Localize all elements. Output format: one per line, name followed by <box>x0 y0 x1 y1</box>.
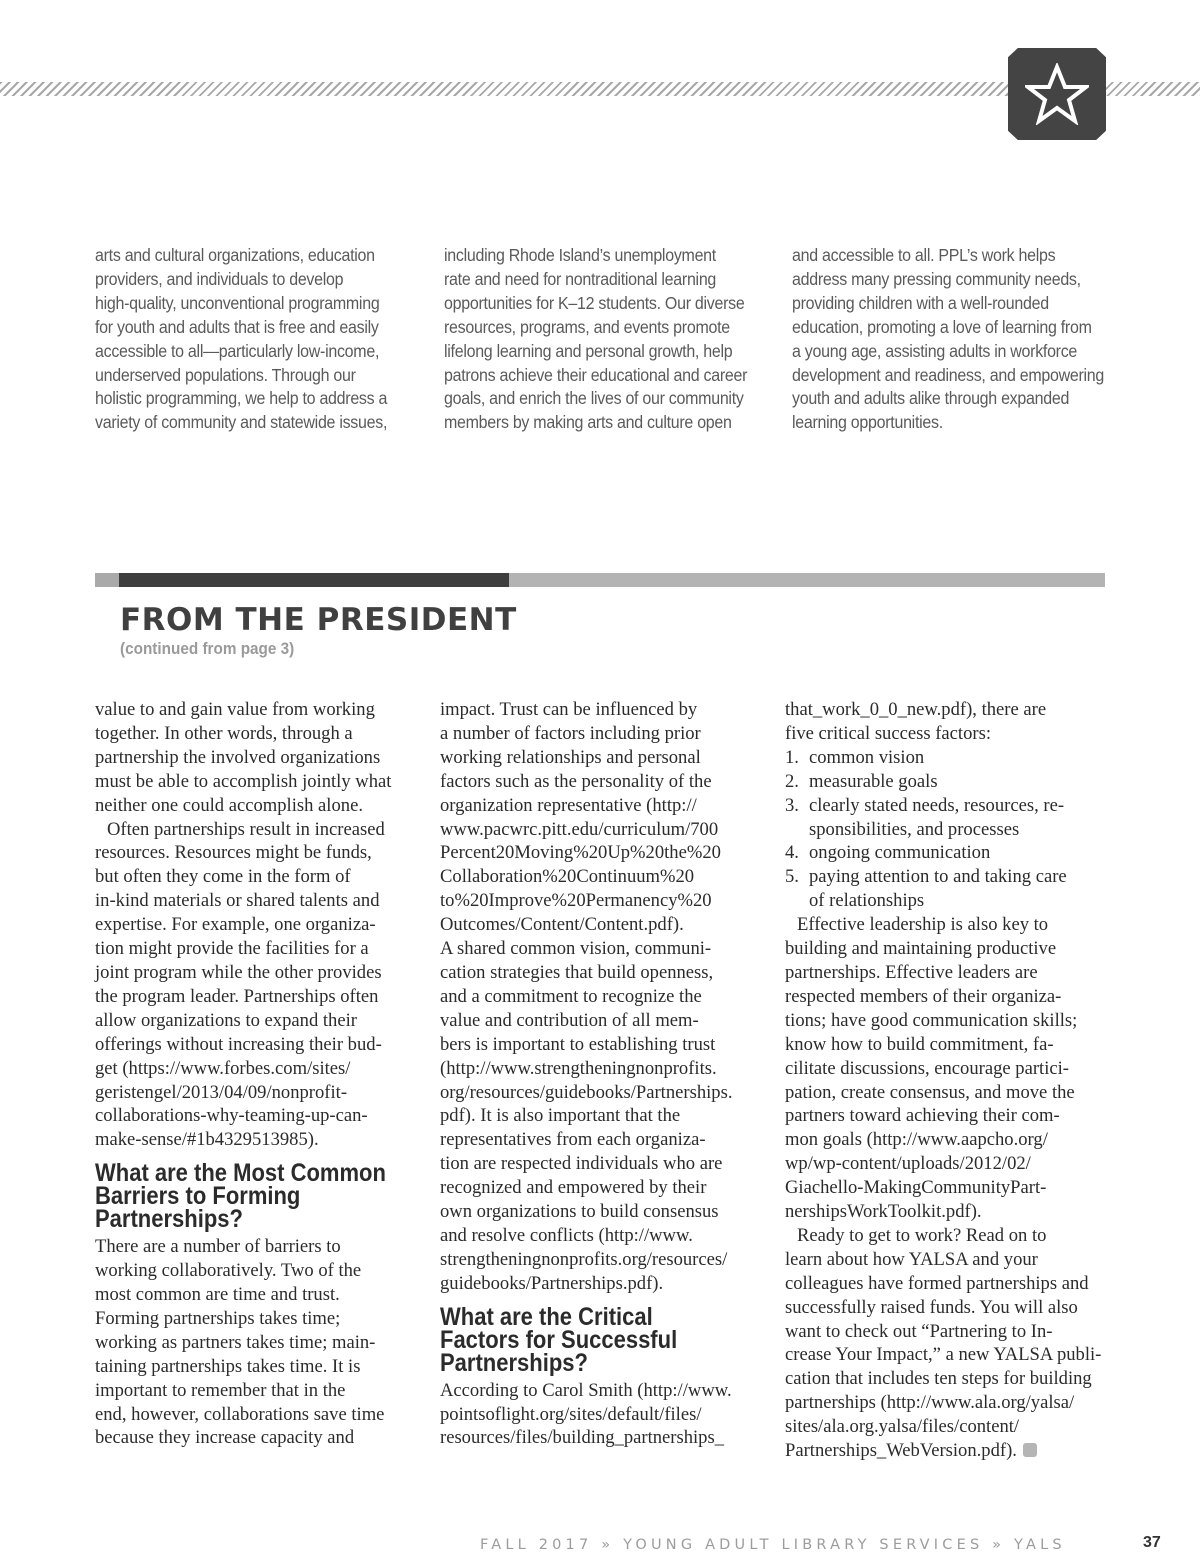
paragraph: There are a number of barriers to working collaboratively. Two of the most common are time and trust. Forming partnerships takes time; working as partners takes time; main- taining partnerships takes time. It is important to remember that in the end, however, collaborations save time because they increase capacity and <box>95 1236 385 1449</box>
list-text: common vision <box>809 746 925 768</box>
article-column-1 <box>95 698 425 1463</box>
top-column-3: and accessible to all. PPL’s work helps address many pressing community needs, providing children with a well-rounded education, promoting a love of learning from a young age, assisting adults in workforce development and readiness, and empowering youth and adults alike through expanded learning opportunities. <box>792 245 1105 433</box>
list-text: ongoing communication <box>809 842 991 864</box>
end-of-article-mark <box>1023 1443 1037 1457</box>
star-icon <box>1025 63 1089 125</box>
list-item <box>785 841 1115 865</box>
article-column-3 <box>785 698 1115 1463</box>
article-column-2 <box>440 698 770 1463</box>
top-column-2: including Rhode Island’s unemployment rate and need for nontraditional learning opportunities for K–12 students. Our diverse resources, programs, and events promote lifelong learning and personal growth, help patrons achieve their educational and career goals, and enrich the lives of our community members by making arts and culture open <box>443 245 747 433</box>
list-text: clearly stated needs, resources, re- sponsibilities, and processes <box>809 794 1065 840</box>
list-item <box>785 770 1115 794</box>
paragraph: impact. Trust can be influenced by a number of factors including prior working relationships and personal factors such as the personality of the organization representative (http:// www.pacwrc.pitt.edu/curriculum/700 Percent20Moving%20Up%20the%20 Collaboration%20Continuum%20 to%20Improve%20Permanency%20 Outcomes/Content/Content.pdf). A shared common vision, communi- cation strategies that build openness, and a commitment to recognize the value and contribution of all mem- bers is important to establishing trust (http://www.strengtheningnonprofits. org/resources/guidebooks/Partnerships. pdf). It is also important that the representatives from each organiza- tion are respected individuals who are recognized and empowered by their own organizations to build consensus and resolve conflicts (http://www. strengtheningnonprofits.org/resources/ guidebooks/Partnerships.pdf). <box>440 699 733 1294</box>
subheading-barriers: What are the Most Common Barriers to Forming Partnerships? <box>95 1159 386 1234</box>
success-factors-list <box>785 746 1115 913</box>
subheading-critical-factors: What are the Critical Factors for Successful Partnerships? <box>440 1302 678 1377</box>
paragraph: According to Carol Smith (http://www. pointsoflight.org/sites/default/files/ resources/files/building_partnerships_ <box>440 1379 732 1449</box>
list-number: 5. <box>785 866 799 888</box>
paragraph: Often partnerships result in increased resources. Resources might be funds, but often they come in the form of in-kind materials or shared talents and expertise. For example, one organiza- tion might provide the facilities for a joint program while the other provides the program leader. Partnerships often allow organizations to expand their offerings without increasing their bud- get (https://www.forbes.com/sites/ geristengel/2013/04/09/nonprofit- collaborations-why-teaming-up-can- make-sense/#1b4329513985). <box>95 818 385 1151</box>
section-subtitle: (continued from page 3) <box>120 639 295 658</box>
list-number: 2. <box>785 770 799 792</box>
section-rule <box>95 573 1105 587</box>
star-badge <box>1008 48 1106 140</box>
list-number: 3. <box>785 794 799 816</box>
list-item <box>785 794 1115 842</box>
top-text-columns <box>95 244 1110 435</box>
list-number: 1. <box>785 746 799 768</box>
list-text: measurable goals <box>809 770 938 792</box>
list-item <box>785 746 1115 770</box>
section-title: FROM THE PRESIDENT <box>120 602 517 638</box>
list-text: paying attention to and taking care of relationships <box>809 866 1067 912</box>
list-item <box>785 865 1115 913</box>
top-column-1: arts and cultural organizations, education providers, and individuals to develop high-quality, unconventional programming for youth and adults that is free and easily accessible to all—particularly low-income, underserved populations. Through our holistic programming, we help to address a variety of community and statewide issues, <box>95 245 388 433</box>
footer-running-title: FALL 2017 » YOUNG ADULT LIBRARY SERVICES » YALS <box>480 1537 1066 1553</box>
page-number: 37 <box>1143 1534 1161 1551</box>
paragraph-final: Ready to get to work? Read on to learn about how YALSA and your colleagues have formed partnerships and successfully raised funds. You will also want to check out “Partnering to In- crease Your Impact,” a new YALSA publi- cation that includes ten steps for building partnerships (http://www.ala.org/yalsa/ sites/ala.org.yalsa/files/content/ Partnerships_WebVersion.pdf). <box>785 1224 1102 1462</box>
article-columns <box>95 698 1115 1463</box>
paragraph: Effective leadership is also key to building and maintaining productive partnerships. Effective leaders are respected members of their organiza- tions; have good communication skills; know how to build commitment, fa- cilitate discussions, encourage partici- pation, create consensus, and move the partners toward achieving their com- mon goals (http://www.aapcho.org/ wp/wp-content/uploads/2012/02/ Giachello-MakingCommunityPart- nershipsWorkToolkit.pdf). <box>785 914 1078 1223</box>
paragraph: value to and gain value from working together. In other words, through a partnership the involved organizations must be able to accomplish jointly what neither one could accomplish alone. <box>95 699 392 816</box>
list-number: 4. <box>785 842 799 864</box>
paragraph: that_work_0_0_new.pdf), there are five critical success factors: <box>785 699 1047 744</box>
